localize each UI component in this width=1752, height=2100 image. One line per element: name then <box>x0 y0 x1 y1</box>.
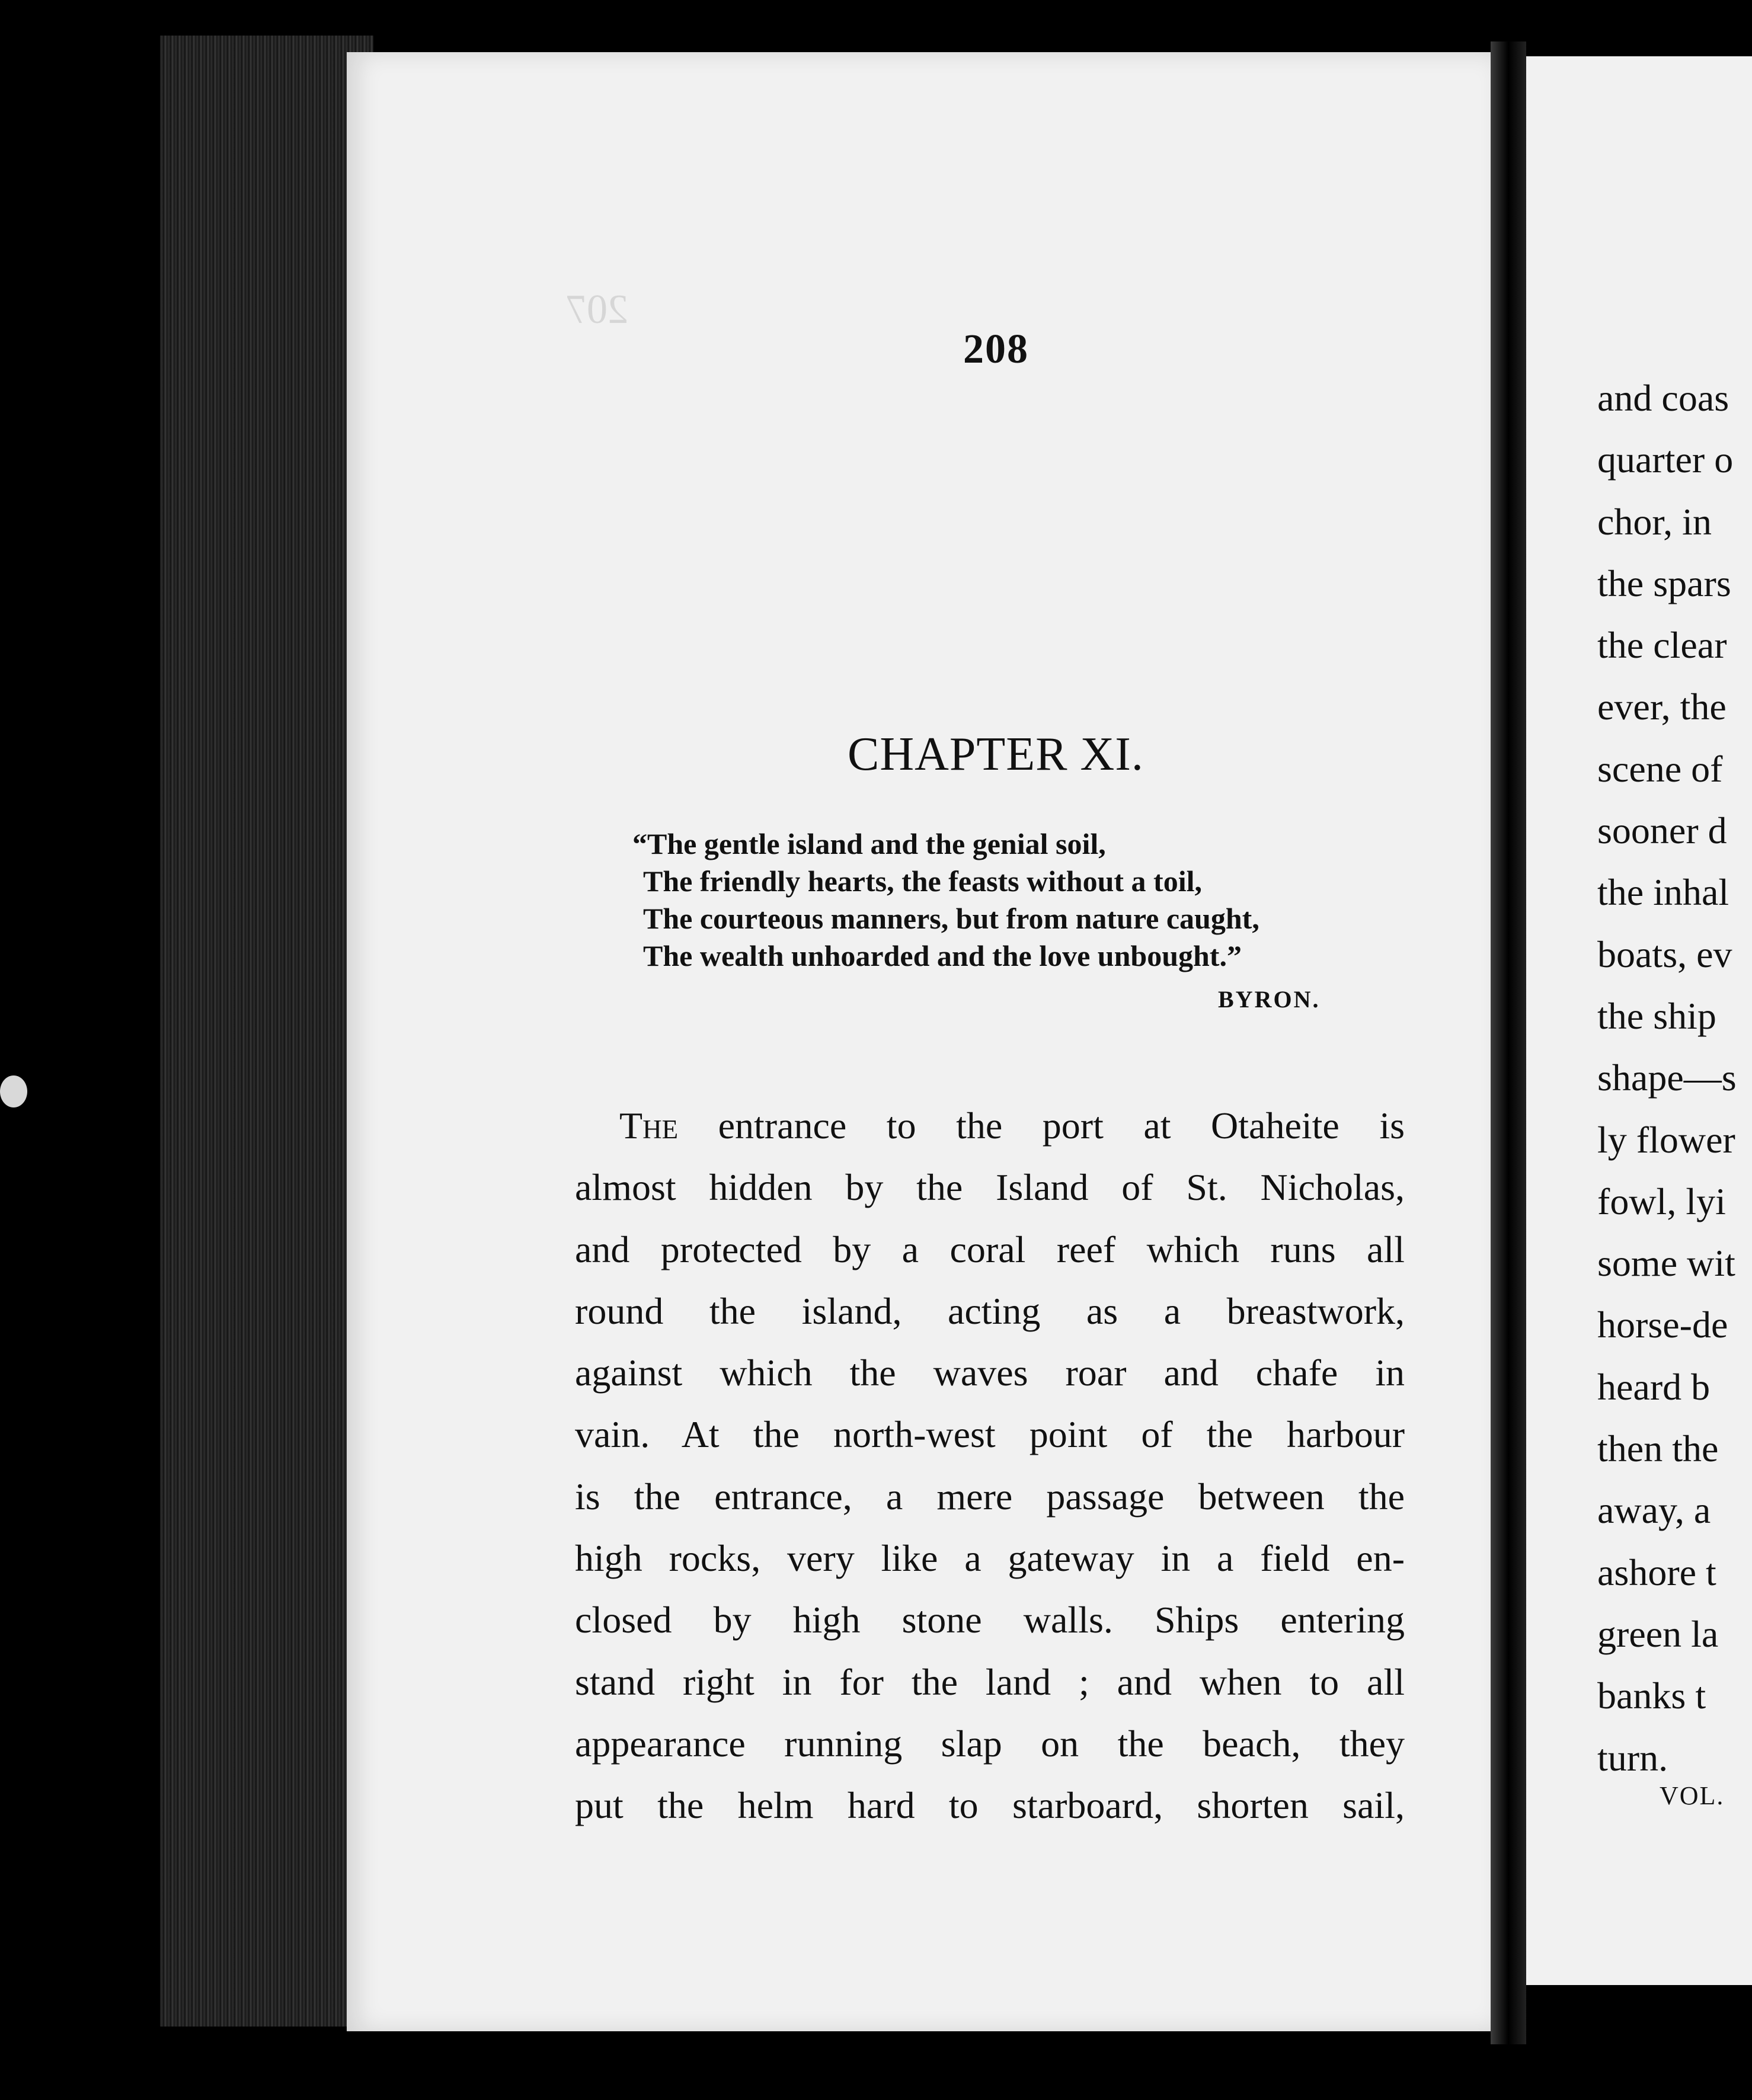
right-line: horse-de <box>1597 1304 1728 1346</box>
chapter-title: CHAPTER XI. <box>848 728 1144 780</box>
right-line: shape—s <box>1597 1057 1737 1099</box>
drop-word: The <box>619 1105 679 1147</box>
first-line-rest: entrance to the port at Otaheite is <box>678 1105 1405 1147</box>
right-line: then the <box>1597 1427 1719 1470</box>
right-line: the spars <box>1597 562 1731 604</box>
right-line: ly flower <box>1597 1118 1735 1161</box>
body-line: round the island, acting as a breastwork, <box>575 1289 1405 1332</box>
right-line: the inhal <box>1597 871 1729 914</box>
left-page <box>347 52 1491 2031</box>
right-line: fowl, lyi <box>1597 1180 1726 1222</box>
right-line: some wit <box>1597 1242 1735 1285</box>
bleed-through-page-number: 207 <box>566 287 628 332</box>
right-line: and coas <box>1597 377 1729 419</box>
right-line: sooner d <box>1597 809 1727 852</box>
right-page-text <box>1597 367 1737 1789</box>
epigraph-line: “The gentle island and the genial soil, <box>632 827 1106 860</box>
right-page-footer: VOL. <box>1660 1781 1725 1810</box>
right-line: quarter o <box>1597 438 1734 481</box>
body-line: vain. At the north-west point of the harbour <box>575 1413 1405 1456</box>
right-line: boats, ev <box>1597 933 1732 975</box>
right-line: green la <box>1597 1612 1719 1655</box>
right-line: the clear <box>1597 624 1727 667</box>
right-line: banks t <box>1597 1675 1706 1717</box>
right-line: turn. <box>1597 1736 1668 1779</box>
body-line: against which the waves roar and chafe in <box>575 1352 1405 1394</box>
body-line <box>575 1095 1405 1157</box>
page-gutter <box>1491 41 1526 2044</box>
body-line: is the entrance, a mere passage between the <box>575 1475 1405 1518</box>
body-line: and protected by a coral reef which runs all <box>575 1228 1405 1270</box>
right-line: the ship <box>1597 994 1716 1037</box>
page-number: 208 <box>963 326 1029 372</box>
epigraph-line: The friendly hearts, the feasts without a toil, <box>643 865 1202 898</box>
right-line: ever, the <box>1597 686 1727 728</box>
right-page <box>1526 56 1752 1985</box>
epigraph-line: The courteous manners, but from nature caught, <box>643 902 1259 935</box>
right-line: heard b <box>1597 1365 1711 1408</box>
body-line: put the helm hard to starboard, shorten sail, <box>575 1784 1405 1827</box>
body-line: almost hidden by the Island of St. Nicholas, <box>575 1166 1405 1209</box>
body-line: appearance running slap on the beach, they <box>575 1722 1405 1765</box>
right-line: ashore t <box>1597 1551 1716 1593</box>
epigraph-attribution: BYRON. <box>1218 986 1321 1013</box>
right-line: chor, in <box>1597 500 1712 543</box>
body-text <box>575 1095 1405 1837</box>
book-edge <box>160 36 373 2027</box>
right-line: away, a <box>1597 1489 1711 1532</box>
body-line: stand right in for the land ; and when to all <box>575 1660 1405 1703</box>
epigraph <box>632 825 1419 975</box>
right-line: scene of <box>1597 747 1723 790</box>
scan-speck <box>0 1075 27 1107</box>
body-line: closed by high stone walls. Ships entering <box>575 1599 1405 1641</box>
epigraph-line: The wealth unhoarded and the love unbought.” <box>643 939 1242 972</box>
body-line: high rocks, very like a gateway in a field en- <box>575 1537 1405 1580</box>
